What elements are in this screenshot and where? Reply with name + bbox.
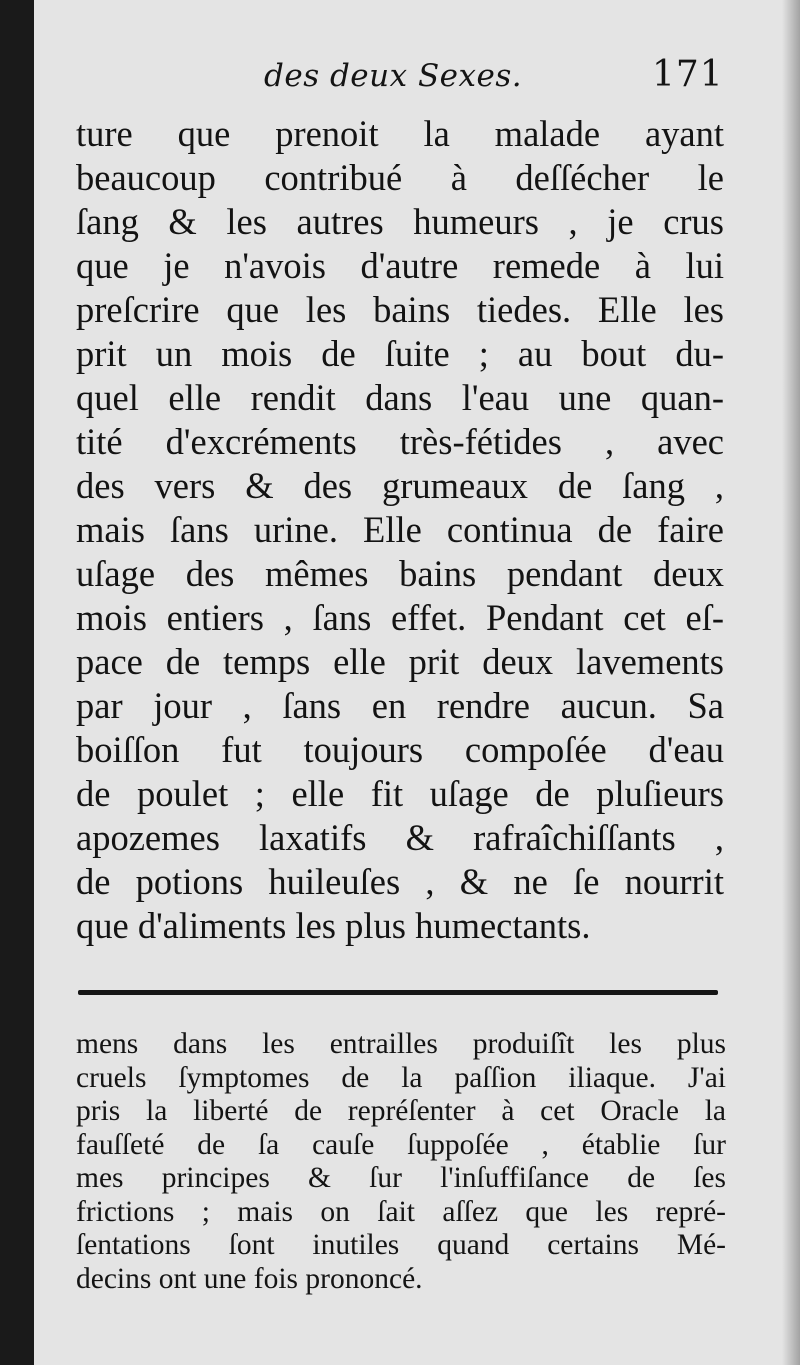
body-line: des vers & des grumeaux de ſang ,	[76, 465, 724, 506]
body-line: tité d'excréments très-fétides , avec	[76, 421, 724, 462]
body-line: mois entiers , ſans effet. Pendant cet eſ-	[76, 597, 724, 638]
footnote-line: cruels ſymptomes de la paſſion iliaque. J'ai	[76, 1061, 726, 1094]
body-line: prit un mois de ſuite ; au bout du-	[76, 333, 724, 374]
footnote	[76, 1028, 726, 1296]
body-line: de poulet ; elle fit uſage de pluſieurs	[76, 773, 724, 814]
body-line: quel elle rendit dans l'eau une quan-	[76, 377, 724, 418]
body-line: de potions huileuſes , & ne ſe nourrit	[76, 861, 724, 902]
body-line: beaucoup contribué à deſſécher le	[76, 157, 724, 198]
footnote-line: frictions ; mais on ſait aſſez que les repré-	[76, 1195, 726, 1228]
body-line: que d'aliments les plus humectants.	[76, 905, 591, 946]
footnote-line: fauſſeté de ſa cauſe ſuppoſée , établie ſur	[76, 1128, 726, 1161]
body-line: mais ſans urine. Elle continua de faire	[76, 509, 724, 550]
footnote-line: mens dans les entrailles produiſît les plus	[76, 1028, 726, 1060]
footnote-line: mes principes & ſur l'inſuffiſance de ſes	[76, 1162, 726, 1194]
body-line: pace de temps elle prit deux lavements	[76, 641, 724, 682]
page-header	[264, 54, 764, 104]
body-line: par jour , ſans en rendre aucun. Sa	[76, 685, 724, 726]
body-line: boiſſon fut toujours compoſée d'eau	[76, 729, 724, 770]
body-line: preſcrire que les bains tiedes. Elle les	[76, 289, 724, 330]
body-text	[76, 112, 724, 948]
book-page	[34, 0, 800, 1365]
footnote-rule	[78, 990, 718, 995]
body-line: uſage des mêmes bains pendant deux	[76, 553, 724, 594]
footnote-line: decins ont une fois prononcé.	[76, 1262, 423, 1295]
body-line: ſang & les autres humeurs , je crus	[76, 201, 724, 242]
footnote-line: ſentations ſont inutiles quand certains Mé-	[76, 1229, 726, 1261]
body-line: ture que prenoit la malade ayant	[76, 113, 724, 154]
page-number: 171	[652, 54, 724, 95]
running-title: des deux Sexes.	[264, 58, 523, 94]
footnote-line: pris la liberté de repréſenter à cet Oracle la	[76, 1095, 726, 1127]
body-line: que je n'avois d'autre remede à lui	[76, 245, 724, 286]
body-line: apozemes laxatifs & rafraîchiſſants ,	[76, 817, 724, 858]
